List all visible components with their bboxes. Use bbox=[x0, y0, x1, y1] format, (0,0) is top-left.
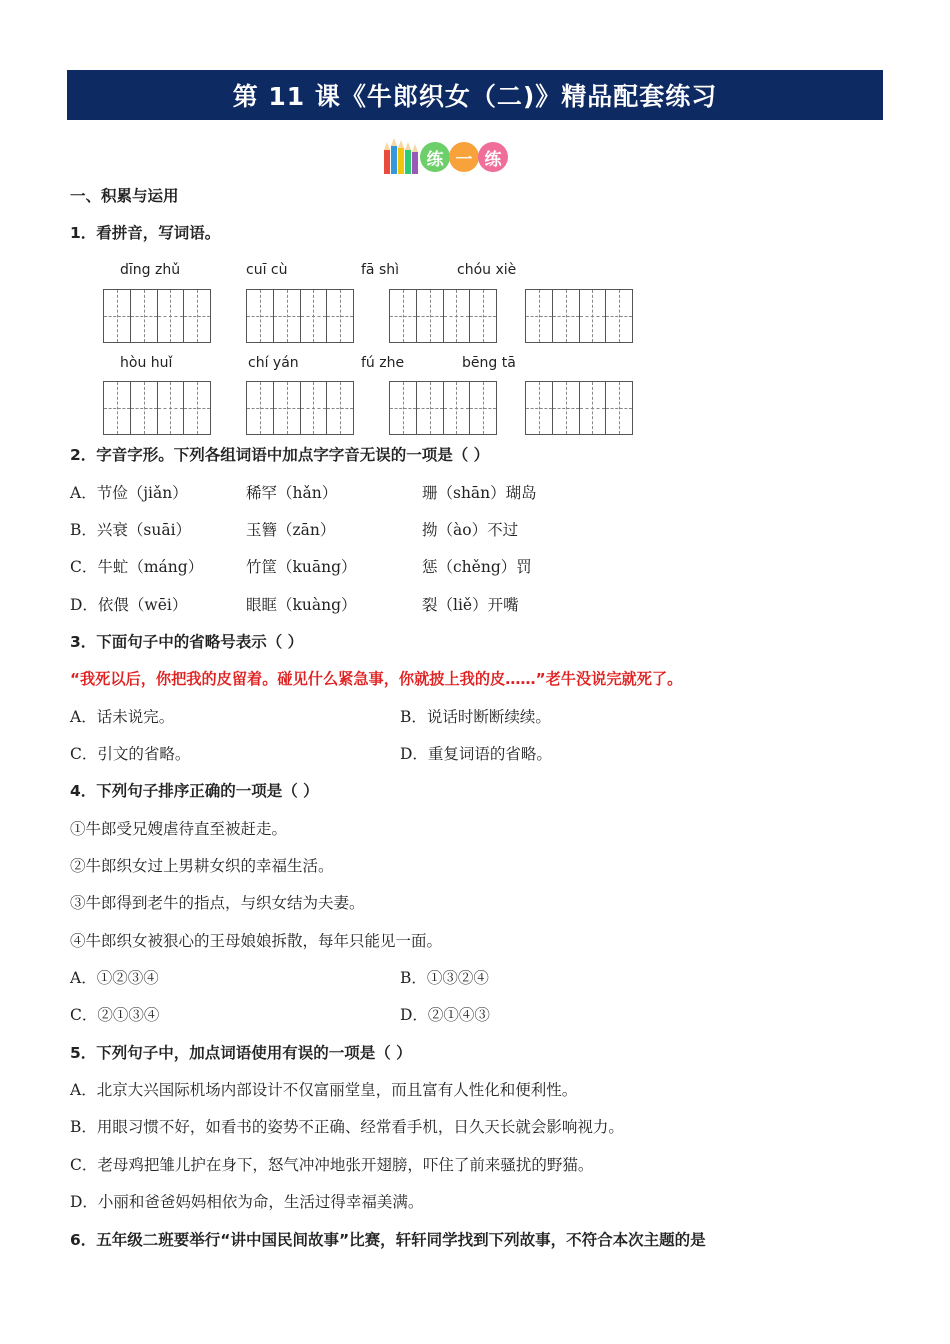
badge-char-3: 练 bbox=[478, 142, 508, 172]
pinyin: bēng tā bbox=[462, 355, 516, 371]
q4-option-d[interactable]: D．②①④③ bbox=[400, 1006, 490, 1024]
pinyin: hòu huǐ bbox=[120, 355, 173, 371]
q2-stem: 2．字音字形。下列各组词语中加点字字音无误的一项是（ ） bbox=[70, 446, 490, 464]
writing-grid[interactable] bbox=[103, 381, 211, 435]
q2-option-b-word2: 玉簪（zān） bbox=[246, 521, 336, 539]
q2-option-c[interactable]: C．牛虻（máng） bbox=[70, 558, 204, 576]
writing-grid[interactable] bbox=[525, 289, 633, 343]
q1-stem: 1．看拼音，写词语。 bbox=[70, 224, 221, 242]
q5-stem: 5．下列句子中，加点词语使用有误的一项是（ ） bbox=[70, 1044, 412, 1062]
q4-item: ①牛郎受兄嫂虐待直至被赶走。 bbox=[70, 820, 288, 838]
q4-option-a[interactable]: A．①②③④ bbox=[70, 969, 159, 987]
q5-option-c[interactable]: C．老母鸡把雏儿护在身下，怒气冲冲地张开翅膀，吓住了前来骚扰的野猫。 bbox=[70, 1156, 594, 1174]
q5-option-a[interactable]: A．北京大兴国际机场内部设计不仅富丽堂皇，而且富有人性化和便利性。 bbox=[70, 1081, 578, 1099]
q4-option-b[interactable]: B．①③②④ bbox=[400, 969, 489, 987]
q4-item: ②牛郎织女过上男耕女织的幸福生活。 bbox=[70, 857, 334, 875]
q2-option-c-word3: 惩（chěng）罚 bbox=[422, 558, 532, 576]
q3-stem: 3．下面句子中的省略号表示（ ） bbox=[70, 633, 304, 651]
q2-option-d[interactable]: D．依偎（wēi） bbox=[70, 596, 188, 614]
q2-option-a-word2: 稀罕（hǎn） bbox=[246, 484, 338, 502]
badge-char-2: 一 bbox=[449, 142, 479, 172]
q5-option-d[interactable]: D．小丽和爸爸妈妈相依为命，生活过得幸福美满。 bbox=[70, 1193, 424, 1211]
q4-stem: 4．下列句子排序正确的一项是（ ） bbox=[70, 782, 319, 800]
q2-option-c-word2: 竹筐（kuāng） bbox=[246, 558, 357, 576]
pinyin: chóu xiè bbox=[457, 262, 517, 278]
section-heading: 一、积累与运用 bbox=[70, 187, 179, 205]
q3-option-d[interactable]: D．重复词语的省略。 bbox=[400, 745, 552, 763]
q4-item: ④牛郎织女被狠心的王母娘娘拆散，每年只能见一面。 bbox=[70, 932, 443, 950]
writing-grid[interactable] bbox=[246, 289, 354, 343]
practice-badge bbox=[382, 138, 512, 178]
q3-option-a[interactable]: A．话未说完。 bbox=[70, 708, 175, 726]
q2-option-a[interactable]: A．节俭（jiǎn） bbox=[70, 484, 188, 502]
q2-option-b[interactable]: B．兴衰（suāi） bbox=[70, 521, 192, 539]
writing-grid[interactable] bbox=[389, 381, 497, 435]
pinyin: chí yán bbox=[248, 355, 299, 371]
q3-option-c[interactable]: C．引文的省略。 bbox=[70, 745, 191, 763]
q6-stem: 6．五年级二班要举行“讲中国民间故事”比赛，轩轩同学找到下列故事，不符合本次主题的是 bbox=[70, 1231, 706, 1249]
title-banner bbox=[67, 70, 883, 120]
page-title: 第 11 课《牛郎织女（二)》精品配套练习 bbox=[232, 82, 718, 111]
q3-option-b[interactable]: B．说话时断断续续。 bbox=[400, 708, 551, 726]
writing-grid[interactable] bbox=[103, 289, 211, 343]
writing-grid[interactable] bbox=[525, 381, 633, 435]
q4-item: ③牛郎得到老牛的指点，与织女结为夫妻。 bbox=[70, 894, 365, 912]
writing-grid[interactable] bbox=[389, 289, 497, 343]
pinyin: dīng zhǔ bbox=[120, 262, 181, 278]
pinyin: cuī cù bbox=[246, 262, 288, 278]
pinyin: fā shì bbox=[361, 262, 400, 278]
q2-option-b-word3: 拗（ào）不过 bbox=[422, 521, 519, 539]
writing-grid[interactable] bbox=[246, 381, 354, 435]
badge-char-1: 练 bbox=[420, 142, 450, 172]
q2-option-d-word2: 眼眶（kuàng） bbox=[246, 596, 357, 614]
q5-option-b[interactable]: B．用眼习惯不好，如看书的姿势不正确、经常看手机，日久天长就会影响视力。 bbox=[70, 1118, 624, 1136]
pencils-icon bbox=[382, 138, 420, 176]
pinyin: fú zhe bbox=[361, 355, 405, 371]
q3-quote: “我死以后，你把我的皮留着。碰见什么紧急事，你就披上我的皮……”老牛没说完就死了。 bbox=[70, 670, 683, 688]
q2-option-a-word3: 珊（shān）瑚岛 bbox=[422, 484, 537, 502]
q4-option-c[interactable]: C．②①③④ bbox=[70, 1006, 160, 1024]
q2-option-d-word3: 裂（liě）开嘴 bbox=[422, 596, 519, 614]
